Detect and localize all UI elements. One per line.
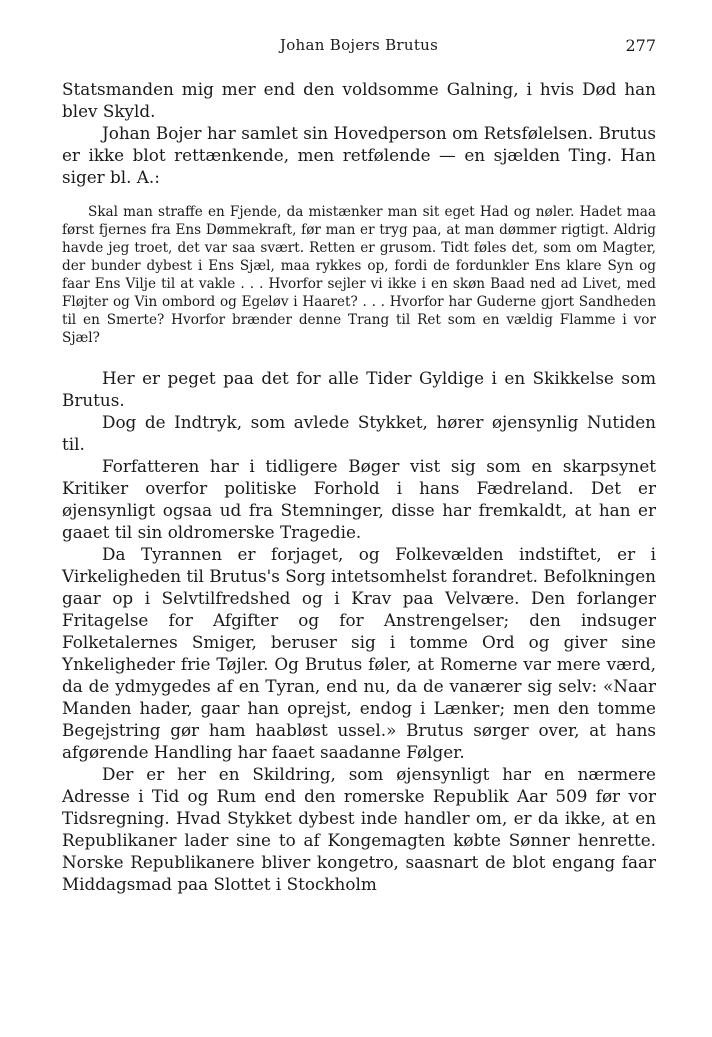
block-quote: Skal man straffe en Fjende, da mistænker man sit eget Had og nøler. Hadet maa først fjernes fra Ens Dømmekraft, før man er tryg paa, at man dømmer rigtigt. Aldrig havde jeg troet, det var saa svært. Retten er grusom. Tidt føles det, som om Magter, der bunder dybest i Ens Sjæl, maa rykkes op, fordi de fordunkler Ens klare Syn og faar Ens Vilje til at vakle . . . Hvorfor sejler vi ikke i en skøn Baad ned ad Livet, med Fløjter og Vin ombord og Egeløv i Haaret? . . . Hvorfor har Guderne gjort Sandheden til en Smerte? Hvorfor brænder denne Trang til Ret som en vældig Flamme i vor Sjæl? <box>62 204 656 346</box>
paragraph-5: Forfatteren har i tidligere Bøger vist sig som en skarpsynet Kritiker overfor politiske Forhold i hans Fædreland. Det er øjensynligt ogsaa ud fra Stemninger, disse har fremkaldt, at han er gaaet til sin oldromerske Tragedie. <box>62 456 656 542</box>
paragraph-2: Johan Bojer har samlet sin Hovedperson om Retsfølelsen. Brutus er ikke blot rettænkende, men retfølende — en sjælden Ting. Han siger bl. A.: <box>62 123 656 187</box>
paragraph-6: Da Tyrannen er forjaget, og Folkevælden indstiftet, er i Virkeligheden til Brutus's Sorg intetsomhelst forandret. Befolkningen gaar op i Selvtilfredshed og i Krav paa Velvære. Den forlanger Fritagelse for Afgifter og for Anstrengelser; den indsuger Folketalernes Smiger, beruser sig i tomme Ord og giver sine Ynkeligheder frie Tøjler. Og Brutus føler, at Romerne var mere værd, da de ydmygedes af en Tyran, end nu, da de vanærer sig selv: «Naar Manden hader, gaar han oprejst, endog i Lænker; men den tomme Begejstring gør ham haabløst ussel.» Brutus sørger over, at hans afgørende Handling har faaet saadanne Følger. <box>62 544 656 762</box>
page-header <box>62 36 656 58</box>
paragraph-4: Dog de Indtryk, som avlede Stykket, hører øjensynlig Nutiden til. <box>62 412 656 454</box>
page-number: 277 <box>625 36 656 55</box>
body-text <box>62 78 656 895</box>
running-title: Johan Bojers Brutus <box>279 36 439 54</box>
paragraph-7: Der er her en Skildring, som øjensynligt har en nærmere Adresse i Tid og Rum end den romerske Republik Aar 509 før vor Tidsregning. Hvad Stykket dybest inde handler om, er da ikke, at en Republikaner lader sine to af Kongemagten købte Sønner henrette. Norske Republikanere bliver kongetro, saasnart de blot engang faar Middagsmad paa Slottet i Stockholm <box>62 764 656 894</box>
paragraph-1: Statsmanden mig mer end den voldsomme Galning, i hvis Død han blev Skyld. <box>62 79 656 121</box>
paragraph-3: Her er peget paa det for alle Tider Gyldige i en Skikkelse som Brutus. <box>62 368 656 410</box>
